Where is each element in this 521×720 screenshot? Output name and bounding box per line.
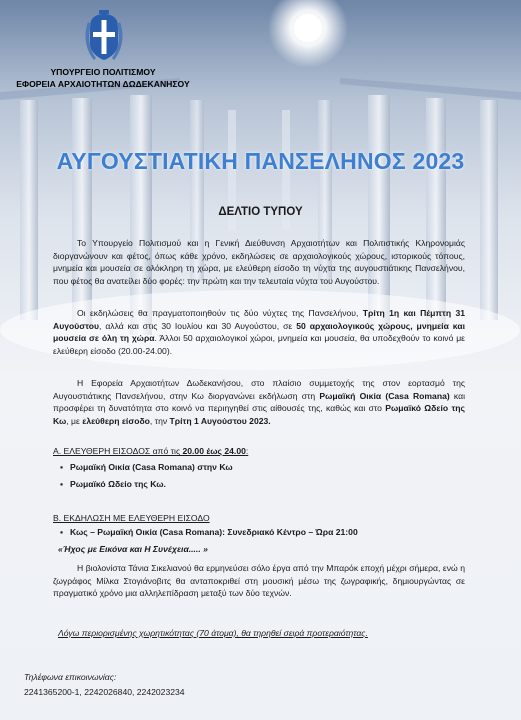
section-a-heading [53,446,248,456]
paragraph-dates-text-3: . Άλλοι 50 αρχαιολογικοί χώροι, μνημεία και μουσεία, θα υποδεχθούν το κοινό με ελεύθερη είσοδο (20.00-24.00). [53,333,465,356]
paragraph-event-description-text: Η βιολονίστα Τάνια Σικελιανού θα ερμηνεύσει σόλο έργα από την Μπαρόκ εποχή μέχρι σήμερα, ενώ η ζωγράφος Μίλκα Στογιάνοβιτς θα ανταποκριθεί στη μουσική μέσω της ζωγραφικής, δημιουργώντας σε πραγματικό χρόνο μια αλληλεπίδραση μεταξύ των δύο τεχνών. [53,563,465,599]
list-item [60,462,233,472]
event-line-text: Κως – Ρωμαϊκή Οικία (Casa Romana): Συνεδριακό Κέντρο – Ώρα 21:00 [70,527,358,537]
paragraph-intro-text: Το Υπουργείο Πολιτισμού και η Γενική Διεύθυνση Αρχαιοτήτων και Πολιτιστικής Κληρονομιάς διοργανώνουν και φέτος, όπως κάθε χρόνο, εκδηλώσεις σε αρχαιολογικούς χώρους, ιστορικούς τόπους, μνημεία και μουσεία σε ολόκληρη τη χώρα, με ελεύθερη είσοδο τη νύχτα της αυγουστιάτικης Πανσελήνου, που φέτος θα ανατείλει δύο φορές: την πρώτη και την τελευταία νύχτα του Αυγούστου. [53,238,465,286]
section-a-time: 20.00 έως 24.00 [182,446,246,456]
ministry-name: ΥΠΟΥΡΓΕΙΟ ΠΟΛΙΤΙΣΜΟΥ [50,67,156,77]
capacity-note: Λόγω περιορισμένης χωρητικότητας (70 άτομα), θα τηρηθεί σειρά προτεραιότητας. [58,628,368,638]
paragraph-dates-bold-1: Τρίτη 1η και Πέμπτη 31 Αυγούστου [53,308,465,331]
list-item-label: Ρωμαϊκή Οικία (Casa Romana) στην Κω [70,462,233,472]
greek-coat-of-arms-icon [82,8,126,66]
list-item-label: Ρωμαϊκό Ωδείο της Κω. [70,479,166,489]
bullet-square-icon: ▪ [60,462,64,472]
paragraph-dates [53,307,465,357]
paragraph-dates-bold-2: 50 αρχαιολογικούς χώρους, μνημεία και μουσεία σε όλη τη χώρα [53,320,465,344]
event-title: ΑΥΓΟΥΣΤΙΑΤΙΚΗ ΠΑΝΣΕΛΗΝΟΣ 2023 [56,148,465,174]
paragraph-dates-text-1: Οι εκδηλώσεις θα πραγματοποιηθούν τις δύο νύχτες της Πανσελήνου, [77,308,363,318]
contact-phones: 2241365200-1, 2242026840, 2242023234 [24,687,185,697]
paragraph-kos [53,377,465,427]
paragraph-kos-bold-3: ελεύθερη είσοδο [82,415,150,426]
ephorate-name: ΕΦΟΡΕΙΑ ΑΡΧΑΙΟΤΗΤΩΝ ΔΩΔΕΚΑΝΗΣΟΥ [16,78,190,89]
paragraph-dates-text-2: , αλλά και στις 30 Ιουλίου και 30 Αυγούστου, σε [98,320,297,331]
paragraph-intro [53,237,465,287]
paragraph-kos-text-2: και προσφέρει τη δυνατότητα στο κοινό να περιηγηθεί στις αίθουσές της, καθώς και στο [53,390,465,414]
paragraph-kos-bold-4: Τρίτη 1 Αυγούστου 2023. [169,415,271,426]
paragraph-kos-text-1: Η Εφορεία Αρχαιοτήτων Δωδεκανήσου, στο πλαίσιο συμμετοχής της στον εορτασμό της Αυγουστιάτικης Πανσελήνου, στην Κω διοργανώνει εκδήλωση στη [53,378,465,401]
press-release-heading: ΔΕΛΤΙΟ ΤΥΠΟΥ [218,206,303,218]
paragraph-kos-text-3: , με [66,415,83,426]
paragraph-kos-bold-2: Ρωμαϊκό Ωδείο της Κω [53,403,465,426]
bullet-square-icon: ▪ [60,479,64,489]
contact-label: Τηλέφωνα επικοινωνίας: [24,672,117,682]
section-a-suffix: : [245,446,249,456]
paragraph-kos-text-4: , την [149,415,170,426]
paragraph-kos-bold-1: Ρωμαϊκή Οικία (Casa Romana) [319,390,450,401]
issuer-block [0,67,206,90]
section-a-prefix: Α. ΕΛΕΥΘΕΡΗ ΕΙΣΟΔΟΣ από τις [53,446,183,456]
list-item [60,479,166,489]
event-line [60,527,358,537]
section-b-heading: Β. ΕΚΔΗΛΩΣΗ ΜΕ ΕΛΕΥΘΕΡΗ ΕΙΣΟΔΟ [53,513,210,523]
event-quote: «Ήχος με Εικόνα και Η Συνέχεια..... » [58,544,208,554]
bullet-square-icon: ▪ [60,527,64,537]
paragraph-event-description [53,562,465,600]
